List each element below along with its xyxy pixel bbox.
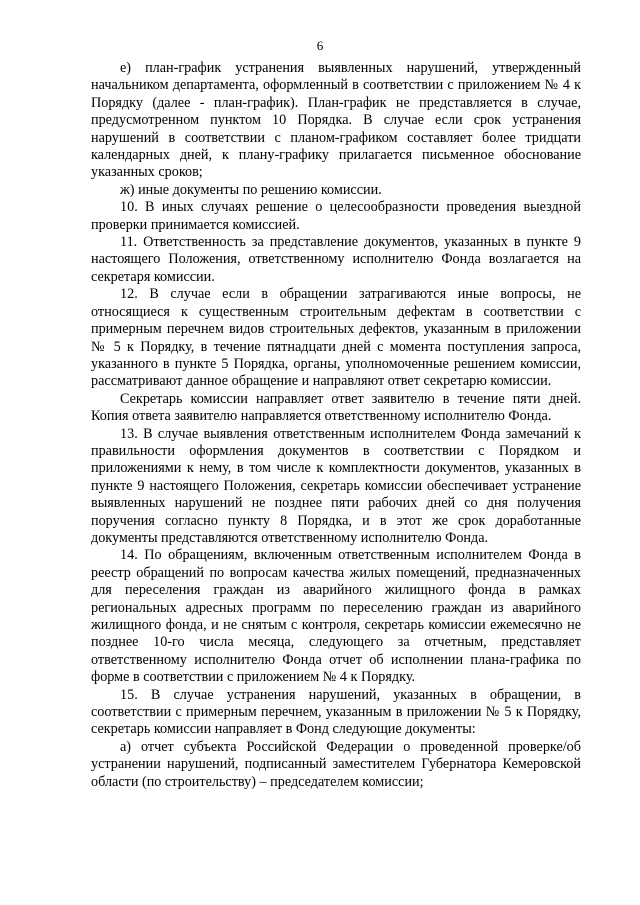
- paragraph-item-15: 15. В случае устранения нарушений, указанных в обращении, в соответствии с примерным перечнем, указанным в приложении № 5 к Порядку, секретарь комиссии направляет в Фонд следующие документы:: [91, 686, 581, 738]
- paragraph-item-14: 14. По обращениям, включенным ответственным исполнителем Фонда в реестр обращений по вопросам качества жилых помещений, предназначенных для переселения граждан из аварийного жилищного фонда в рамках региональных адресных программ по переселению граждан из аварийного жилищного фонда, и не снятым с контроля, секретарь комиссии ежемесячно не позднее 10-го числа месяца, следующего за отчетным, представляет ответственному исполнителю Фонда отчет об исполнении плана-графика по форме в соответствии с приложением № 4 к Порядку.: [91, 547, 581, 686]
- document-body: [91, 60, 581, 791]
- paragraph-item-13: 13. В случае выявления ответственным исполнителем Фонда замечаний к правильности оформления документов в соответствии с Порядком и приложениями к нему, в том числе к комплектности документов, указанных в пункте 9 настоящего Положения, секретарь комиссии обеспечивает устранение выявленных нарушений не позднее пяти рабочих дней со дня получения поручения согласно пункту 8 Порядка, и в этот же срок доработанные документы представляются ответственному исполнителю Фонда.: [91, 425, 581, 546]
- paragraph-item-11: 11. Ответственность за представление документов, указанных в пункте 9 настоящего Положения, ответственному исполнителю Фонда возлагается на секретаря комиссии.: [91, 234, 581, 285]
- paragraph-item-10: 10. В иных случаях решение о целесообразности проведения выездной проверки принимается комиссией.: [91, 199, 581, 233]
- paragraph-other-documents: ж) иные документы по решению комиссии.: [120, 181, 382, 198]
- paragraph-item-15a: а) отчет субъекта Российской Федерации о проведенной проверке/об устранении нарушений, подписанный заместителем Губернатора Кемеровской области (по строительству) – председателем комиссии;: [91, 738, 581, 790]
- paragraph-secretary-answer: Секретарь комиссии направляет ответ заявителю в течение пяти дней. Копия ответа заявителю направляется ответственному исполнителю Фонда.: [91, 390, 581, 425]
- paragraph-item-12: 12. В случае если в обращении затрагиваются иные вопросы, не относящиеся к существенным строительным дефектам в соответствии с примерным перечнем видов строительных дефектов, указанным в приложении № 5 к Порядку, в течение пятнадцати дней с момента поступления запроса, указанного в пункте 5 Порядка, органы, уполномоченные решением комиссии, рассматривают данное обращение и направляют ответ секретарю комиссии.: [91, 286, 581, 390]
- paragraph-plan-schedule: е) план-график устранения выявленных нарушений, утвержденный начальником департамента, оформленный в соответствии с приложением № 4 к Порядку (далее - план-график). План-график не представляется в случае, предусмотренном пунктом 10 Порядка. В случае если срок устранения нарушений в соответствии с планом-графиком составляет более тридцати календарных дней, к плану-графику прилагается письменное обоснование указанных сроков;: [91, 60, 581, 181]
- page-number: 6: [316, 38, 324, 53]
